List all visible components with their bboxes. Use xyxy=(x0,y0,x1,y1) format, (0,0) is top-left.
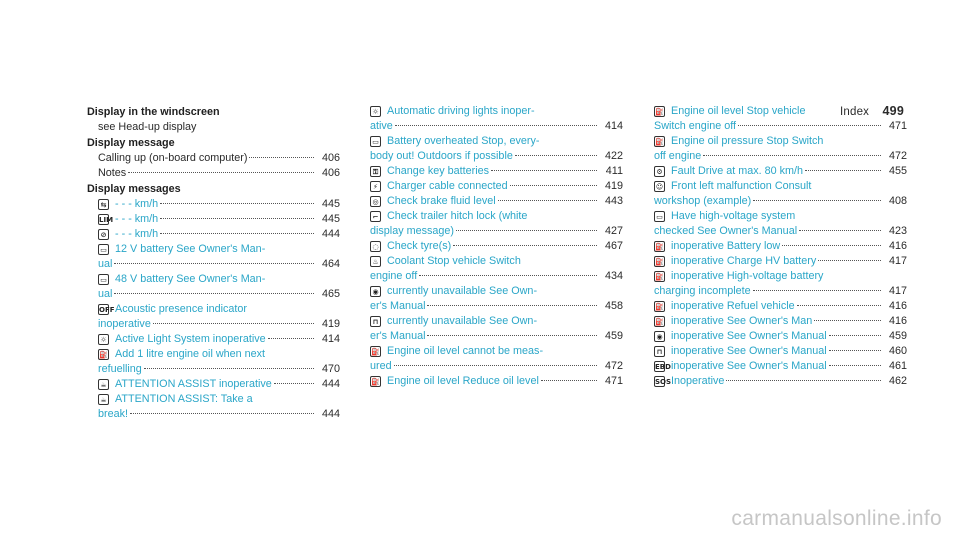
entry-link[interactable]: - - - km/h xyxy=(115,198,159,210)
page-ref: 416 xyxy=(888,315,907,327)
index-entry xyxy=(98,197,340,212)
entry-link[interactable]: inoperative See Owner's Manual xyxy=(671,345,827,357)
index-entry xyxy=(370,314,623,344)
light-system-icon: ☼ xyxy=(98,334,109,345)
index-entry xyxy=(370,374,623,389)
entry-link[interactable]: Engine oil level Stop vehicle xyxy=(671,105,806,117)
fuel-pump-icon: ⛽ xyxy=(655,273,664,281)
index-entry xyxy=(98,212,340,227)
entry-link[interactable]: Front left malfunction Consult xyxy=(671,180,812,192)
entry-line xyxy=(98,287,340,302)
entry-line xyxy=(370,284,623,299)
entry-line xyxy=(654,344,907,359)
entry-link[interactable]: currently unavailable See Own- xyxy=(387,285,538,297)
entry-link[interactable]: break! xyxy=(98,408,129,420)
page-ref: 443 xyxy=(604,195,623,207)
page-ref: 416 xyxy=(888,300,907,312)
page-ref: 470 xyxy=(321,363,340,375)
index-entry xyxy=(370,164,623,179)
entry-link[interactable]: ual xyxy=(98,288,113,300)
page-ref: 434 xyxy=(604,270,623,282)
entry-link[interactable]: Have high-voltage system xyxy=(671,210,796,222)
page-ref: 465 xyxy=(321,288,340,300)
entry-line xyxy=(370,149,623,164)
entry-link[interactable]: Inoperative xyxy=(671,375,725,387)
dot-leader xyxy=(753,289,881,291)
index-entry xyxy=(654,104,907,134)
dot-leader xyxy=(249,156,314,158)
page-ref: 406 xyxy=(321,152,340,164)
entry-line xyxy=(654,164,907,179)
page-number: 499 xyxy=(882,104,904,118)
dot-leader xyxy=(829,334,881,336)
entry-link[interactable]: 48 V battery See Owner's Man- xyxy=(115,273,266,285)
index-entry xyxy=(654,239,907,254)
trailer-hitch-icon: ⌐ xyxy=(370,211,381,222)
oil-can-icon: ⛽ xyxy=(371,378,380,386)
speed-limiter-icon: ⊘ xyxy=(98,229,109,240)
page-ref: 472 xyxy=(888,150,907,162)
dot-leader xyxy=(703,154,881,156)
index-entry xyxy=(98,151,340,166)
entry-line xyxy=(370,209,623,224)
page-ref: 455 xyxy=(888,165,907,177)
entry-line xyxy=(370,299,623,314)
entry-link[interactable]: ATTENTION ASSIST: Take a xyxy=(115,393,253,405)
entry-line xyxy=(98,392,340,407)
seat-icon: ⊓ xyxy=(654,346,665,357)
entry-link[interactable]: off engine xyxy=(654,150,702,162)
index-entry xyxy=(370,194,623,209)
entry-line xyxy=(98,317,340,332)
page-ref: 471 xyxy=(604,375,623,387)
entry-link[interactable]: workshop (example) xyxy=(654,195,752,207)
dot-leader xyxy=(491,169,597,171)
entry-link: Calling up (on-board computer) xyxy=(98,152,248,164)
entry-link[interactable]: inoperative High-voltage battery xyxy=(671,270,824,282)
fuel-pump-icon: ⛽ xyxy=(655,318,664,326)
entry-link[interactable]: Check tyre(s) xyxy=(387,240,452,252)
page-ref: 444 xyxy=(321,378,340,390)
oil-can-icon: ⛽ xyxy=(655,108,664,116)
entry-line xyxy=(654,299,907,314)
index-entry xyxy=(654,299,907,314)
entry-line xyxy=(654,269,907,284)
page-ref: 471 xyxy=(888,120,907,132)
index-heading: Display messages xyxy=(87,183,181,195)
dot-leader xyxy=(114,262,314,264)
page-ref: 458 xyxy=(604,300,623,312)
entry-link[interactable]: inoperative Refuel vehicle xyxy=(671,300,795,312)
entry-link[interactable]: Fault Drive at max. 80 km/h xyxy=(671,165,804,177)
page-ref: 462 xyxy=(888,375,907,387)
entry-link[interactable]: Automatic driving lights inoper- xyxy=(387,105,535,117)
auto-lights-icon: ☼ xyxy=(370,106,381,117)
entry-link[interactable]: Check trailer hitch lock (white xyxy=(387,210,528,222)
fuel-pump-icon: ⛽ xyxy=(655,303,664,311)
index-entry xyxy=(654,209,907,239)
index-entry xyxy=(654,269,907,299)
page-ref: 444 xyxy=(321,228,340,240)
entry-link[interactable]: inoperative Charge HV battery xyxy=(671,255,817,267)
entry-line xyxy=(654,149,907,164)
entry-line xyxy=(370,194,623,209)
cross-reference: see Head-up display xyxy=(98,121,197,133)
dot-leader xyxy=(160,202,314,204)
index-entry xyxy=(654,374,907,389)
entry-line xyxy=(98,151,340,166)
dot-leader xyxy=(456,229,597,231)
entry-line xyxy=(654,224,907,239)
entry-link[interactable]: 12 V battery See Owner's Man- xyxy=(115,243,266,255)
entry-line xyxy=(370,359,623,374)
index-entry xyxy=(654,164,907,179)
entry-line xyxy=(370,134,623,149)
fuel-pump-icon: ⛽ xyxy=(655,243,664,251)
entry-link[interactable]: Active Light System inoperative xyxy=(115,333,266,345)
entry-link[interactable]: ative xyxy=(370,120,393,132)
coolant-icon: ♨ xyxy=(370,256,381,267)
dot-leader xyxy=(510,184,597,186)
entry-link[interactable]: - - - km/h xyxy=(115,213,159,225)
dot-leader xyxy=(128,171,314,173)
dot-leader xyxy=(814,319,881,321)
entry-link[interactable]: inoperative See Owner's Manual xyxy=(671,330,827,342)
entry-line xyxy=(654,329,907,344)
entry-link[interactable]: Engine oil pressure Stop Switch xyxy=(671,135,824,147)
dot-leader xyxy=(738,124,881,126)
index-label: Index xyxy=(839,106,870,118)
page-ref: 464 xyxy=(321,258,340,270)
index-entry xyxy=(654,344,907,359)
dot-leader xyxy=(782,244,881,246)
page-ref: 414 xyxy=(604,120,623,132)
entry-line xyxy=(370,254,623,269)
index-entry xyxy=(98,392,340,422)
oil-can-icon: ⛽ xyxy=(99,351,108,359)
entry-line xyxy=(370,344,623,359)
entry-line xyxy=(98,272,340,287)
entry-link[interactable]: ATTENTION ASSIST inoperative xyxy=(115,378,272,390)
entry-link[interactable]: Charger cable connected xyxy=(387,180,508,192)
ebd-icon: EBD xyxy=(655,363,671,371)
dot-leader xyxy=(130,412,314,414)
entry-link[interactable]: inoperative See Owner's Manual xyxy=(671,360,827,372)
charger-cable-icon: ⚡ xyxy=(370,181,381,192)
index-entry xyxy=(370,134,623,164)
index-heading: Display message xyxy=(87,137,175,149)
index-heading: Display in the windscreen xyxy=(87,106,220,118)
entry-link: Notes xyxy=(98,167,127,179)
entry-line xyxy=(370,374,623,389)
dot-leader xyxy=(427,334,597,336)
unavailable-icon: ◉ xyxy=(370,286,381,297)
battery-12v-icon: ▭ xyxy=(98,244,109,255)
entry-line xyxy=(654,119,907,134)
page-ref: 445 xyxy=(321,198,340,210)
index-entry xyxy=(98,377,340,392)
entry-link[interactable]: Engine oil level cannot be meas- xyxy=(387,345,544,357)
entry-link[interactable]: engine off xyxy=(370,270,418,282)
page-ref: 422 xyxy=(604,150,623,162)
entry-line xyxy=(654,374,907,389)
entry-link[interactable]: Add 1 litre engine oil when next xyxy=(115,348,266,360)
page-ref: 419 xyxy=(604,180,623,192)
entry-line xyxy=(654,134,907,149)
dot-leader xyxy=(114,292,314,294)
oil-can-icon: ⛽ xyxy=(655,138,664,146)
entry-link[interactable]: Coolant Stop vehicle Switch xyxy=(387,255,521,267)
entry-line xyxy=(654,359,907,374)
dot-leader xyxy=(818,259,881,261)
entry-line xyxy=(98,197,340,212)
entry-link[interactable]: er's Manual xyxy=(370,330,426,342)
entry-line xyxy=(98,166,340,181)
index-column-2 xyxy=(370,104,623,389)
entry-line xyxy=(370,314,623,329)
dot-leader xyxy=(419,274,597,276)
attention-assist-icon: ☕ xyxy=(98,379,109,390)
tyre-icon: ◌ xyxy=(370,241,381,252)
entry-link[interactable]: inoperative xyxy=(98,318,151,330)
page-ref: 414 xyxy=(321,333,340,345)
dot-leader xyxy=(153,322,314,324)
index-entry xyxy=(370,104,623,134)
page-ref: 406 xyxy=(321,167,340,179)
dot-leader xyxy=(160,217,314,219)
entry-link[interactable]: - - - km/h xyxy=(115,228,159,240)
entry-link[interactable]: ured xyxy=(370,360,392,372)
entry-link[interactable]: display message) xyxy=(370,225,455,237)
dot-leader xyxy=(274,382,314,384)
entry-link[interactable]: inoperative See Owner's Man xyxy=(671,315,813,327)
index-column-3 xyxy=(654,104,907,389)
index-column-1 xyxy=(87,104,340,422)
fault-drive-icon: ⚙ xyxy=(654,166,665,177)
dot-leader xyxy=(541,379,597,381)
entry-link[interactable]: er's Manual xyxy=(370,300,426,312)
entry-line xyxy=(370,224,623,239)
index-entry xyxy=(654,134,907,164)
entry-line xyxy=(98,347,340,362)
entry-line xyxy=(654,104,907,119)
entry-line xyxy=(370,179,623,194)
index-entry xyxy=(370,254,623,284)
high-voltage-icon: ▭ xyxy=(654,211,665,222)
entry-line xyxy=(654,179,907,194)
entry-line xyxy=(98,362,340,377)
dot-leader xyxy=(395,124,597,126)
index-entry xyxy=(98,302,340,332)
battery-icon: ▭ xyxy=(370,136,381,147)
key-battery-icon: ⚿ xyxy=(370,166,381,177)
index-entry xyxy=(654,329,907,344)
dot-leader xyxy=(427,304,597,306)
entry-link[interactable]: Change key batteries xyxy=(387,165,490,177)
index-entry xyxy=(370,344,623,374)
entry-link[interactable]: checked See Owner's Manual xyxy=(654,225,798,237)
entry-line xyxy=(370,329,623,344)
dot-leader xyxy=(753,199,881,201)
entry-line xyxy=(98,332,340,347)
page-ref: 417 xyxy=(888,255,907,267)
entry-line xyxy=(98,407,340,422)
oil-can-icon: ⛽ xyxy=(371,348,380,356)
watermark: carmanualsonline.info xyxy=(731,507,942,530)
entry-line xyxy=(654,209,907,224)
dot-leader xyxy=(394,364,597,366)
dot-leader xyxy=(160,232,314,234)
index-entry xyxy=(370,239,623,254)
index-entry xyxy=(370,209,623,239)
page-ref: 423 xyxy=(888,225,907,237)
entry-line xyxy=(98,242,340,257)
entry-link[interactable]: inoperative Battery low xyxy=(671,240,781,252)
index-entry xyxy=(654,314,907,329)
index-entry xyxy=(98,272,340,302)
index-entry xyxy=(370,284,623,314)
page-ref: 467 xyxy=(604,240,623,252)
index-entry xyxy=(98,227,340,242)
dot-leader xyxy=(726,379,881,381)
entry-link[interactable]: ual xyxy=(98,258,113,270)
entry-line xyxy=(98,227,340,242)
dot-leader xyxy=(799,229,881,231)
entry-line xyxy=(370,239,623,254)
index-entry xyxy=(654,254,907,269)
battery-48v-icon: ▭ xyxy=(98,274,109,285)
unavailable-icon: ◉ xyxy=(654,331,665,342)
page-ref: 411 xyxy=(605,165,623,177)
airbag-icon: ☺ xyxy=(655,183,664,191)
brake-fluid-icon: ◎ xyxy=(370,196,381,207)
page-ref: 419 xyxy=(321,318,340,330)
page-ref: 416 xyxy=(888,240,907,252)
index-entry xyxy=(98,332,340,347)
index-entry xyxy=(98,347,340,377)
entry-link[interactable]: refuelling xyxy=(98,363,142,375)
page-ref: 459 xyxy=(604,330,623,342)
distance-icon: ⇆ xyxy=(98,199,109,210)
dot-leader xyxy=(144,367,314,369)
limit-icon: LIM xyxy=(99,216,114,224)
entry-link[interactable]: Engine oil level Reduce oil level xyxy=(387,375,539,387)
entry-link[interactable]: body out! Outdoors if possible xyxy=(370,150,513,162)
entry-link[interactable]: Acoustic presence indicator xyxy=(115,303,248,315)
index-entry xyxy=(98,242,340,272)
entry-link[interactable]: charging incomplete xyxy=(654,285,751,297)
entry-line xyxy=(654,194,907,209)
page-ref: 460 xyxy=(888,345,907,357)
page-ref: 472 xyxy=(604,360,623,372)
entry-link[interactable]: Check brake fluid level xyxy=(387,195,496,207)
dot-leader xyxy=(797,304,881,306)
sos-icon: SOS xyxy=(655,378,672,386)
page-ref: 417 xyxy=(888,285,907,297)
entry-link[interactable]: currently unavailable See Own- xyxy=(387,315,538,327)
page-ref: 444 xyxy=(321,408,340,420)
acoustic-off-icon: OFF xyxy=(99,306,115,314)
entry-link[interactable]: Switch engine off xyxy=(654,120,737,132)
entry-line xyxy=(98,212,340,227)
entry-line xyxy=(98,377,340,392)
entry-line xyxy=(654,254,907,269)
entry-line xyxy=(370,119,623,134)
page-ref: 461 xyxy=(888,360,907,372)
index-entry xyxy=(370,179,623,194)
entry-line xyxy=(654,284,907,299)
dot-leader xyxy=(515,154,597,156)
fuel-pump-icon: ⛽ xyxy=(655,258,664,266)
dot-leader xyxy=(805,169,881,171)
dot-leader xyxy=(268,337,314,339)
entry-line xyxy=(370,104,623,119)
entry-line xyxy=(98,257,340,272)
page-ref: 408 xyxy=(888,195,907,207)
index-entry xyxy=(654,359,907,374)
dot-leader xyxy=(498,199,597,201)
entry-link[interactable]: Battery overheated Stop, every- xyxy=(387,135,540,147)
dot-leader xyxy=(829,349,881,351)
entry-line xyxy=(370,269,623,284)
page-ref: 445 xyxy=(321,213,340,225)
page-ref: 459 xyxy=(888,330,907,342)
dot-leader xyxy=(453,244,597,246)
entry-line xyxy=(654,239,907,254)
index-entry xyxy=(98,166,340,181)
attention-assist-icon: ☕ xyxy=(98,394,109,405)
entry-line xyxy=(654,314,907,329)
entry-line xyxy=(370,164,623,179)
entry-line xyxy=(98,302,340,317)
dot-leader xyxy=(829,364,881,366)
index-entry xyxy=(654,179,907,209)
seat-icon: ⊓ xyxy=(370,316,381,327)
page-ref: 427 xyxy=(604,225,623,237)
